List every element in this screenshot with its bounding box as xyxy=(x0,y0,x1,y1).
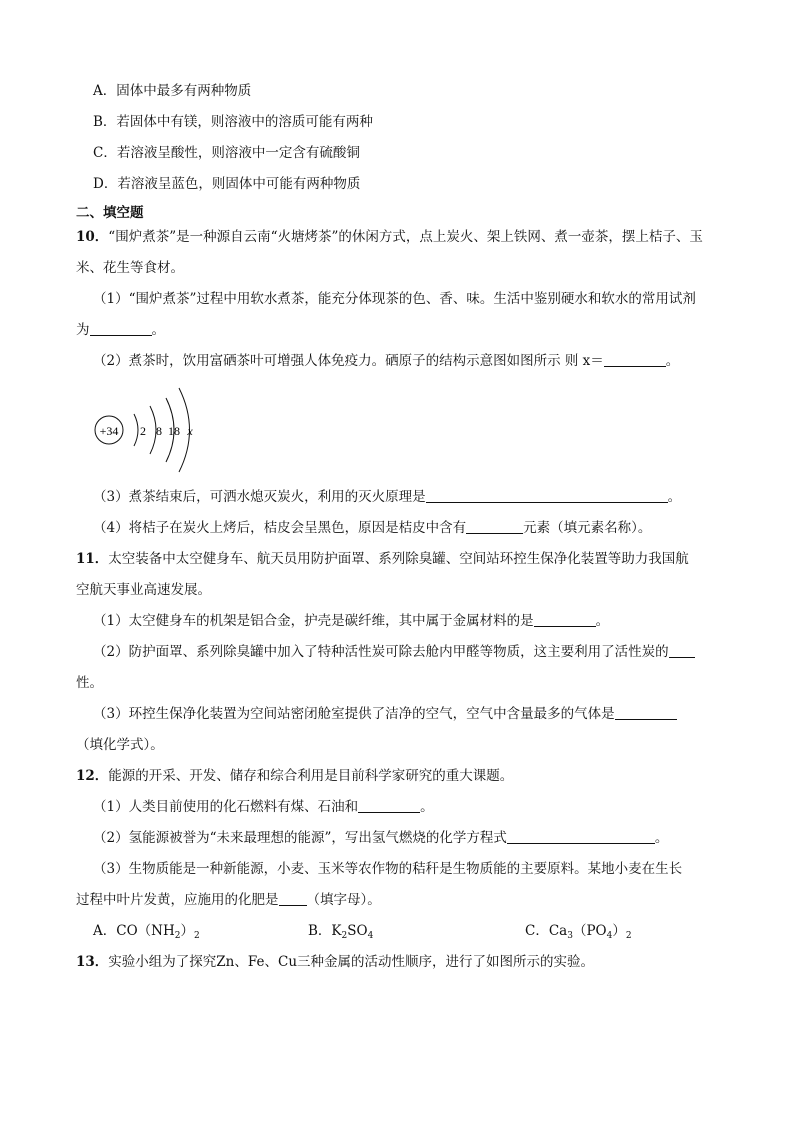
shell-electrons-2: 8 xyxy=(156,424,162,438)
q12-part2 xyxy=(93,829,668,847)
q12-option-b-sub: 2 xyxy=(341,931,348,941)
q13-number: 13． xyxy=(76,954,109,970)
q12-option-a-text: A．CO（NH xyxy=(93,923,175,939)
q12-option-b-sub2: 4 xyxy=(367,931,374,941)
q11-part1-text: （1）太空健身车的机架是铝合金，护壳是碳纤维，其中属于金属材料的是 xyxy=(93,613,534,629)
q12-part3-line2 xyxy=(76,891,381,909)
q10-part4-post: 元素（填元素名称）。 xyxy=(523,520,652,536)
q11-stem-line1 xyxy=(76,550,689,568)
q11-part1 xyxy=(93,612,609,630)
q12-option-a-sub2: 2 xyxy=(193,931,200,941)
q10-part2 xyxy=(93,352,679,370)
q10-part1-answer-blank[interactable] xyxy=(90,321,152,336)
q12-number: 12． xyxy=(76,768,109,784)
q12-part1-end: 。 xyxy=(420,799,434,815)
shell-electrons-3: 18 xyxy=(168,424,180,438)
q12-option-a-post: ） xyxy=(180,923,194,939)
q10-part2-end: 。 xyxy=(665,353,680,369)
q12-part1 xyxy=(93,798,434,816)
q11-stem-text: 太空装备中太空健身车、航天员用防护面罩、系列除臭罐、空间站环控生保净化装置等助力我国航 xyxy=(108,551,689,567)
selenium-atom-diagram xyxy=(88,384,208,476)
q12-option-c-sub2: 4 xyxy=(606,931,613,941)
q13-stem xyxy=(76,953,594,971)
q11-part3-text: （3）环控生保净化装置为空间站密闭舱室提供了洁净的空气，空气中含量最多的气体是 xyxy=(93,706,615,722)
shell-electrons-1: 2 xyxy=(140,424,146,438)
q12-stem-text: 能源的开采、开发、储存和综合利用是目前科学家研究的重大课题。 xyxy=(108,768,514,784)
q11-part2-text: （2）防护面罩、系列除臭罐中加入了特种活性炭可除去舱内甲醛等物质，这主要利用了活性炭的 xyxy=(93,644,669,660)
q12-part3-answer-blank[interactable] xyxy=(279,891,307,906)
q11-part3-line2: （填化学式）。 xyxy=(76,737,164,753)
q11-part1-answer-blank[interactable] xyxy=(534,612,596,627)
q10-stem-text: “围炉煮茶”是一种源自云南“火塘烤茶”的休闲方式，点上炭火、架上铁网、煮一壶茶，摆上桔子、玉 xyxy=(108,229,703,245)
q11-stem-line2: 空航天事业高速发展。 xyxy=(76,582,211,598)
option-d: D．若溶液呈蓝色，则固体中可能有两种物质 xyxy=(93,176,361,192)
q10-part3-end: 。 xyxy=(667,489,682,505)
q12-option-a-sub: 2 xyxy=(174,931,181,941)
q12-option-b xyxy=(308,922,373,945)
q12-option-a xyxy=(93,922,200,945)
q13-stem-text: 实验小组为了探究Zn、Fe、Cu三种金属的活动性顺序，进行了如图所示的实验。 xyxy=(108,954,595,970)
option-c: C．若溶液呈酸性，则溶液中一定含有硫酸铜 xyxy=(93,145,360,161)
q11-part3-answer-blank[interactable] xyxy=(615,705,677,720)
q11-part2-line2: 性。 xyxy=(76,675,103,691)
section-title: 二、填空题 xyxy=(76,205,144,221)
q10-stem-line2: 米、花生等食材。 xyxy=(76,260,184,276)
q12-option-c xyxy=(525,922,632,945)
option-a: A．固体中最多有两种物质 xyxy=(93,83,252,99)
q11-number: 11． xyxy=(76,551,109,567)
q12-option-c-mid: （PO xyxy=(572,923,607,939)
q12-part2-answer-blank[interactable] xyxy=(507,829,655,844)
q11-part1-end: 。 xyxy=(595,613,610,629)
q12-part2-text: （2）氢能源被誉为“未来最理想的能源”，写出氢气燃烧的化学方程式 xyxy=(93,830,507,846)
q10-part4-text: （4）将桔子在炭火上烤后，桔皮会呈黑色，原因是桔皮中含有 xyxy=(93,520,467,536)
q10-part1-line2 xyxy=(76,321,165,339)
q11-part3-line1 xyxy=(93,705,677,723)
q10-part2-text: （2）煮茶时，饮用富硒茶叶可增强人体免疫力。硒原子的结构示意图如图所示 则 x＝ xyxy=(93,353,604,369)
option-b: B．若固体中有镁，则溶液中的溶质可能有两种 xyxy=(93,114,373,130)
q10-part1-line1: （1）“围炉煮茶”过程中用软水煮茶，能充分体现茶的色、香、味。生活中鉴别硬水和软水的常用试剂 xyxy=(93,291,696,307)
q10-number: 10． xyxy=(76,229,109,245)
shell-electrons-4: x xyxy=(187,424,193,438)
q10-part4 xyxy=(93,519,651,537)
q10-part3 xyxy=(93,488,681,506)
q10-part1-prefix: 为 xyxy=(76,322,90,338)
q10-part2-answer-blank[interactable] xyxy=(604,352,666,367)
q12-part3-text: 过程中叶片发黄，应施用的化肥是 xyxy=(76,892,279,908)
q12-option-b-mid: SO xyxy=(347,923,368,939)
q12-part3-line1: （3）生物质能是一种新能源，小麦、玉米等农作物的秸秆是生物质能的主要原料。某地小麦在生长 xyxy=(93,861,683,877)
q10-stem-line1 xyxy=(76,228,703,246)
q12-part2-end: 。 xyxy=(654,830,669,846)
q12-part1-answer-blank[interactable] xyxy=(358,798,420,813)
q12-stem xyxy=(76,767,513,785)
shell-arc-1 xyxy=(134,414,138,446)
q12-option-c-text: C．Ca xyxy=(525,923,568,939)
q12-part3-post: （填字母）。 xyxy=(306,892,381,908)
q12-option-c-sub3: 2 xyxy=(625,931,632,941)
q10-part3-answer-blank[interactable] xyxy=(426,488,668,503)
q12-option-b-text: B．K xyxy=(308,923,342,939)
q12-option-c-sub: 3 xyxy=(567,931,573,941)
q10-part4-answer-blank[interactable] xyxy=(466,519,523,534)
q12-part1-text: （1）人类目前使用的化石燃料有煤、石油和 xyxy=(93,799,359,815)
q10-part3-text: （3）煮茶结束后，可洒水熄灭炭火，利用的灭火原理是 xyxy=(93,489,426,505)
q10-part1-end: 。 xyxy=(151,322,165,338)
nucleus-charge: +34 xyxy=(99,424,119,438)
q12-option-c-post: ） xyxy=(612,923,626,939)
q11-part2-answer-blank[interactable] xyxy=(669,643,695,658)
q11-part2-line1 xyxy=(93,643,695,661)
